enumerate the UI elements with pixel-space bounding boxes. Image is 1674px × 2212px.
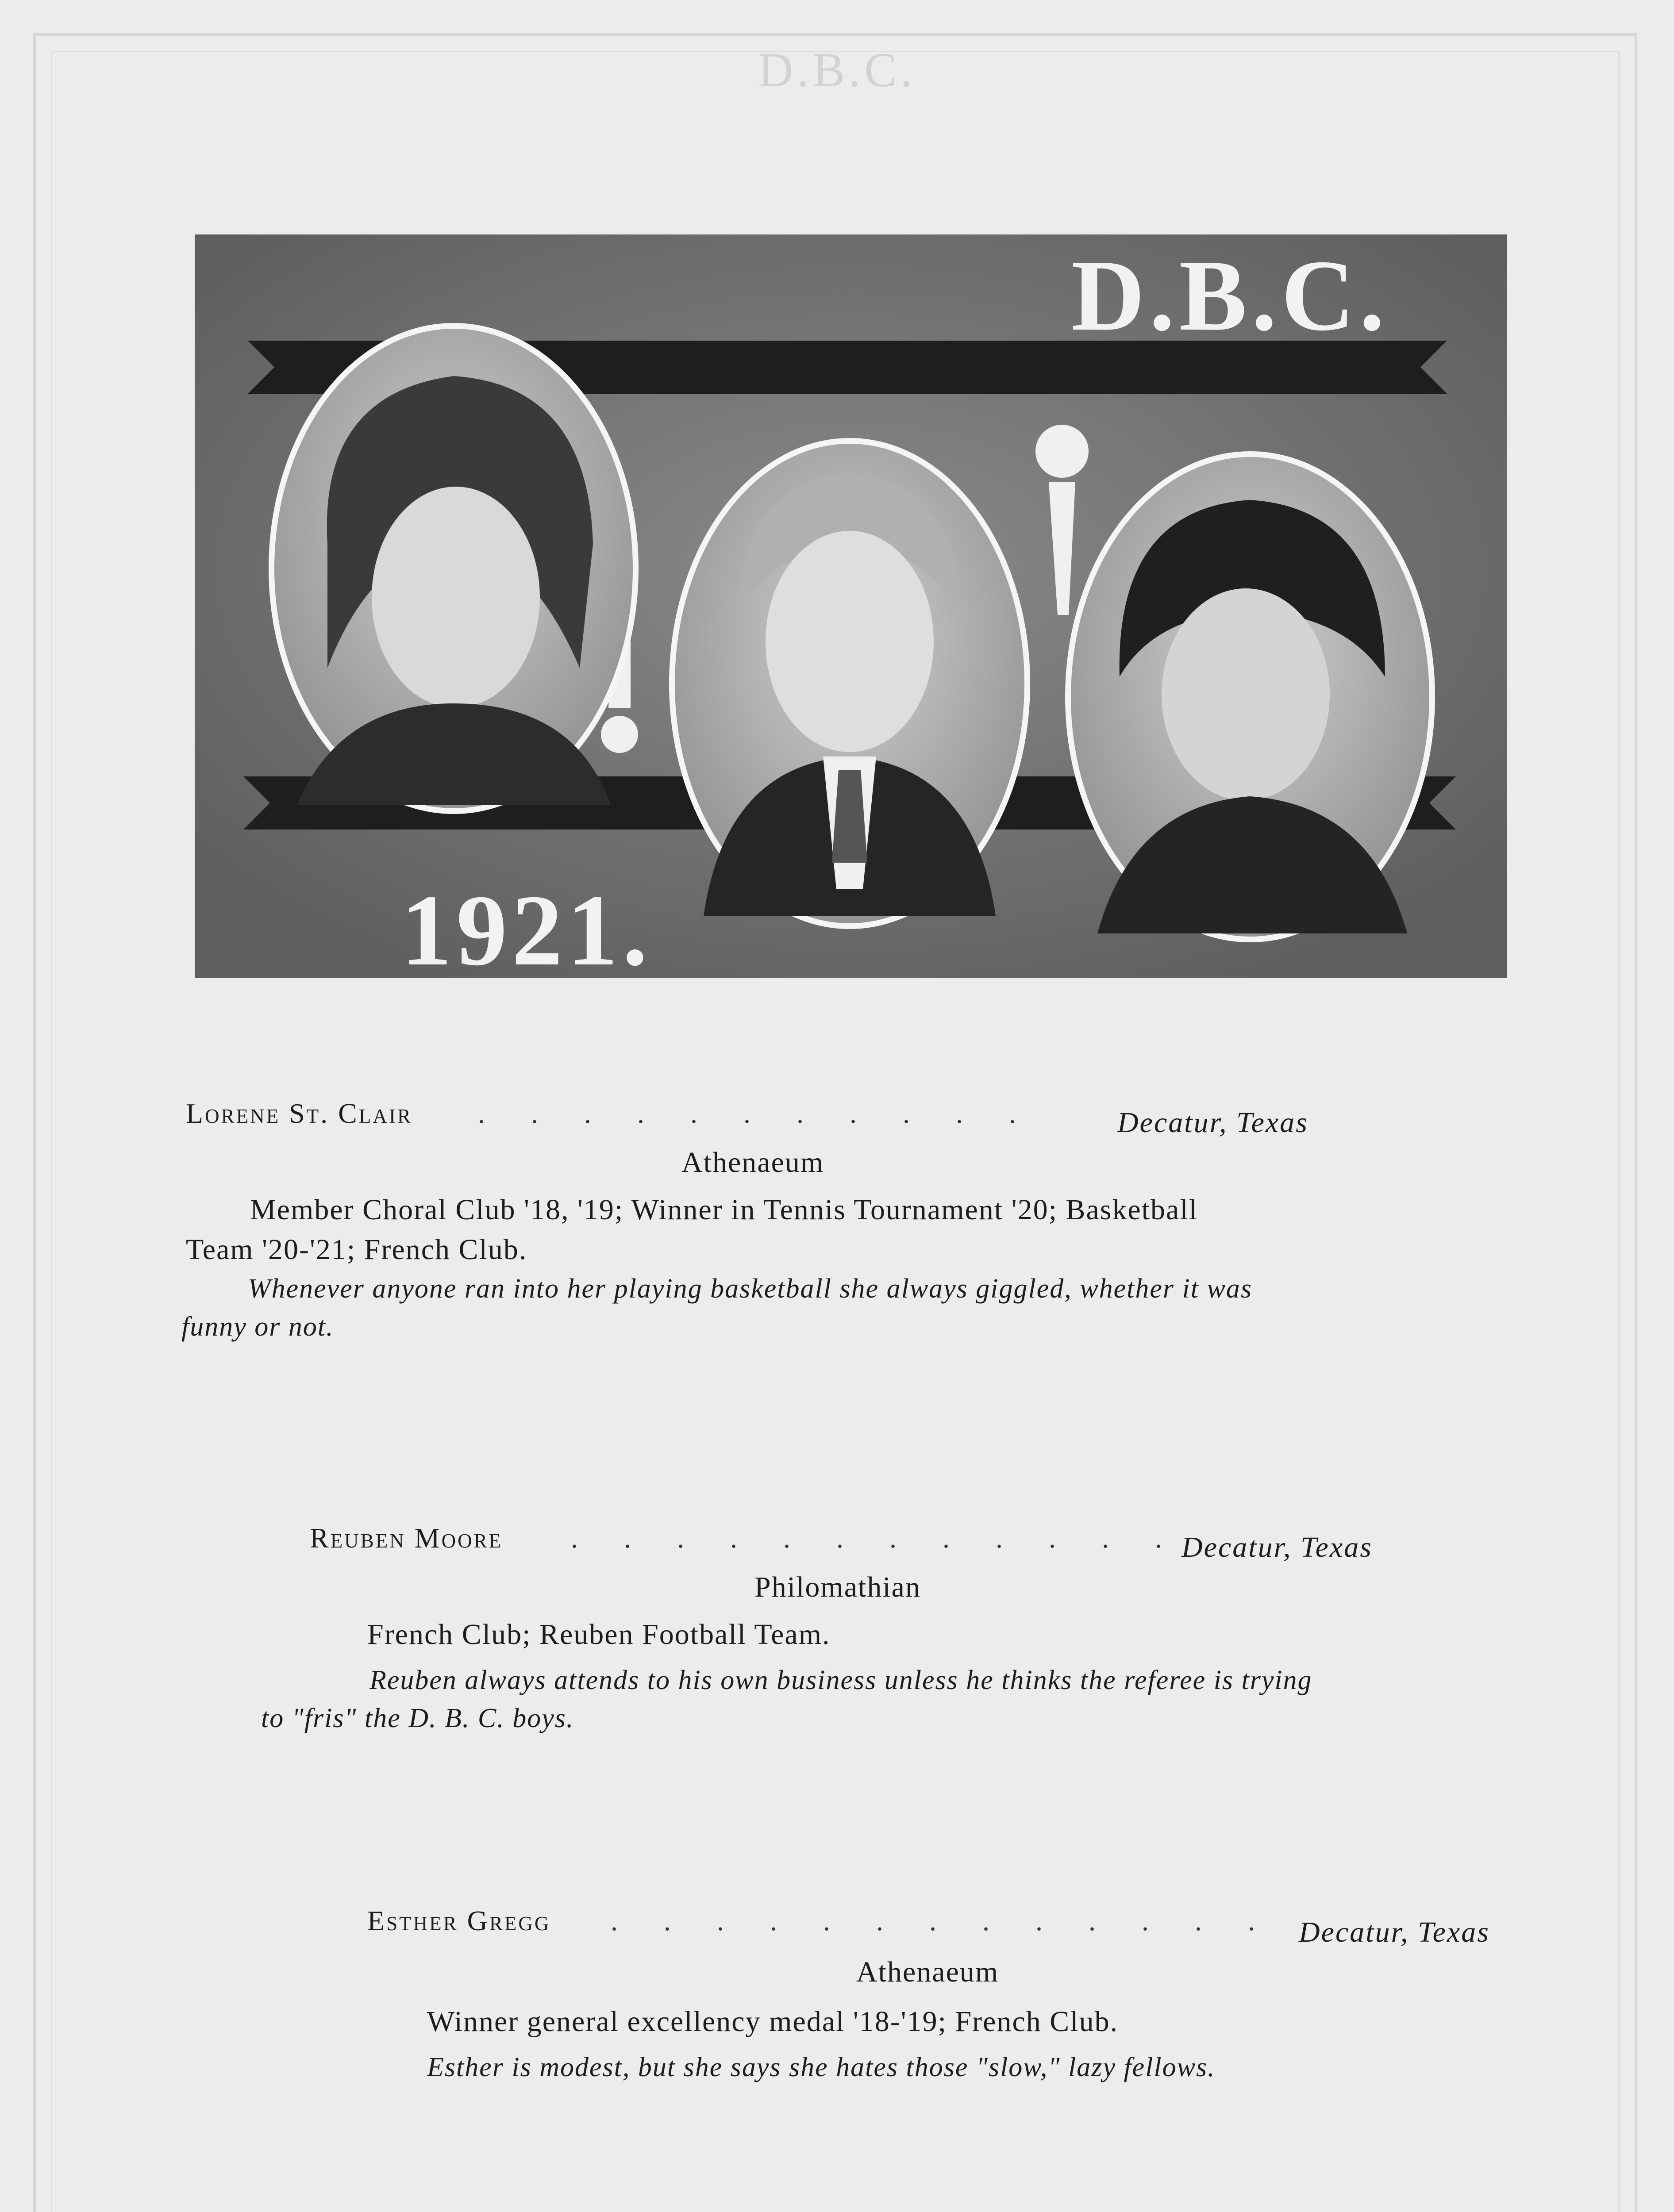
portrait-lorene-st-clair: [269, 323, 639, 814]
dot-leader: . . . . . . . . . . .: [478, 1098, 1035, 1129]
banner-text: D.B.C.: [1071, 239, 1389, 352]
entry-name-reuben-moore: Reuben Moore: [310, 1522, 503, 1554]
entry-quip-line: Esther is modest, but she says she hates those "slow," lazy fellows.: [427, 2052, 1216, 2082]
portrait-panel-artwork: [195, 234, 1507, 978]
entry-town: Decatur, Texas: [1181, 1531, 1373, 1563]
entry-quip-line: to "fris" the D. B. C. boys.: [261, 1703, 574, 1733]
year-text: 1921.: [401, 874, 652, 978]
entry-name-esther-gregg: Esther Gregg: [367, 1905, 551, 1936]
entry-record: [186, 1190, 1336, 1270]
dot-leader: . . . . . . . . . . . . . .: [611, 1905, 1328, 1936]
entry-quip-line: funny or not.: [181, 1312, 334, 1342]
dot-leader: . . . . . . . . . . . .: [571, 1522, 1181, 1554]
entry-society: Athenaeum: [856, 1956, 999, 1988]
entry-quip-line: Whenever anyone ran into her playing basketball she always giggled, whether it was: [248, 1274, 1252, 1304]
portrait-reuben-moore: [669, 438, 1030, 929]
entry-record-line: Team '20-'21; French Club.: [186, 1233, 527, 1266]
entry-record-line: Winner general excellency medal '18-'19; French Club.: [427, 2005, 1119, 2038]
entry-town: Decatur, Texas: [1117, 1106, 1308, 1139]
entry-record-line: Member Choral Club '18, '19; Winner in Tennis Tournament '20; Basketball: [250, 1194, 1198, 1226]
entry-town: Decatur, Texas: [1299, 1916, 1490, 1948]
entry-quip-line: Reuben always attends to his own business unless he thinks the referee is trying: [369, 1665, 1312, 1695]
portrait-panel: [195, 234, 1507, 978]
entry-quip: [261, 1661, 1394, 1737]
entry-quip: [181, 1270, 1341, 1346]
entry-society: Philomathian: [754, 1571, 921, 1603]
entry-society: Athenaeum: [681, 1146, 824, 1179]
entry-record: [367, 1615, 1385, 1655]
entry-record: [427, 2002, 1489, 2042]
running-head: D.B.C.: [758, 43, 916, 97]
portrait-esther-gregg: [1065, 451, 1435, 942]
entry-record-line: French Club; Reuben Football Team.: [367, 1618, 831, 1651]
entry-name-lorene-st-clair: Lorene St. Clair: [186, 1098, 412, 1129]
entry-quip: [427, 2048, 1489, 2086]
